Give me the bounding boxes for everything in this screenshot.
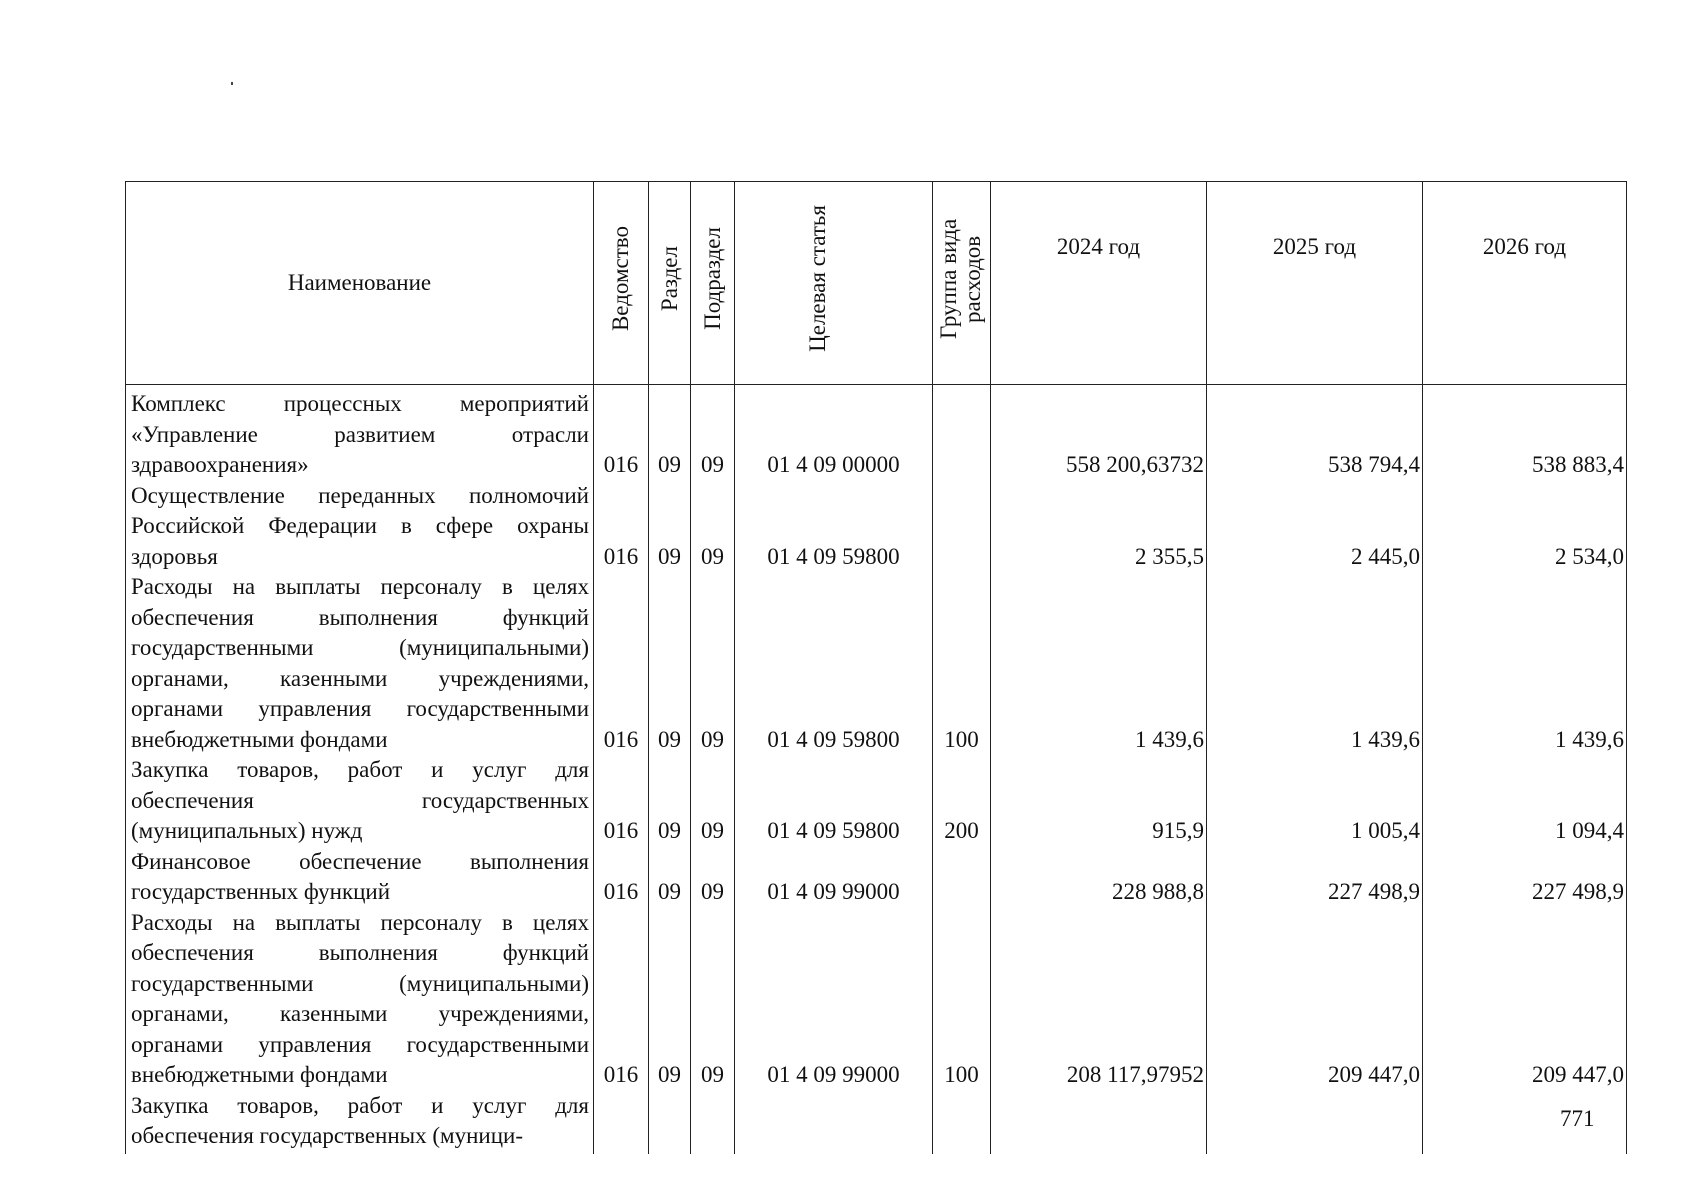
table-row (126, 755, 1627, 847)
row-vedomstvo: 016 (594, 755, 649, 847)
row-name: Комплекс процессных мероприятий «Управление развитием отрасли здравоохранения» (126, 385, 594, 481)
row-razdel: 09 (649, 572, 691, 755)
scan-speck (231, 82, 233, 85)
header-razdel: Раздел (649, 182, 691, 385)
row-tselevaya-statya: 01 4 09 00000 (735, 385, 933, 481)
row-razdel: 09 (649, 385, 691, 481)
row-2025: 1 005,4 (1207, 755, 1423, 847)
row-tselevaya-statya: 01 4 09 59800 (735, 481, 933, 573)
row-name: Закупка товаров, работ и услуг для обеспечения государственных (муници- (126, 1091, 594, 1154)
row-gruppa: 200 (933, 755, 991, 847)
row-2026 (1423, 1091, 1627, 1154)
row-vedomstvo (594, 1091, 649, 1154)
row-razdel: 09 (649, 755, 691, 847)
header-podrazdel: Подраздел (691, 182, 735, 385)
row-name: Финансовое обеспечение выполнения государственных функций (126, 847, 594, 908)
row-gruppa (933, 847, 991, 908)
row-name: Расходы на выплаты персоналу в целях обеспечения выполнения функций государственными (муниципальными) органами, казенными учреждениями, органами управления государственными внебюджетными фондами (126, 572, 594, 755)
table-row (126, 385, 1627, 481)
row-razdel: 09 (649, 481, 691, 573)
row-name: Осуществление переданных полномочий Российской Федерации в сфере охраны здоровья (126, 481, 594, 573)
row-2024: 915,9 (991, 755, 1207, 847)
row-2025: 227 498,9 (1207, 847, 1423, 908)
row-podrazdel: 09 (691, 755, 735, 847)
row-podrazdel: 09 (691, 572, 735, 755)
row-vedomstvo: 016 (594, 572, 649, 755)
row-2026: 2 534,0 (1423, 481, 1627, 573)
budget-table (125, 181, 1627, 1154)
row-name: Закупка товаров, работ и услуг для обеспечения государственных (муниципальных) нужд (126, 755, 594, 847)
row-2024 (991, 1091, 1207, 1154)
row-2026: 1 439,6 (1423, 572, 1627, 755)
page-number: 771 (1560, 1106, 1595, 1131)
row-name: Расходы на выплаты персоналу в целях обеспечения выполнения функций государственными (муниципальными) органами, казенными учреждениями, органами управления государственными внебюджетными фондами (126, 908, 594, 1091)
row-2024: 1 439,6 (991, 572, 1207, 755)
row-2024: 2 355,5 (991, 481, 1207, 573)
row-vedomstvo: 016 (594, 385, 649, 481)
header-2025: 2025 год (1207, 182, 1423, 385)
header-vedomstvo: Ведомство (594, 182, 649, 385)
header-gruppa-vida-raskhodov: Группа вида расходов (933, 182, 991, 385)
row-2026: 1 094,4 (1423, 755, 1627, 847)
row-gruppa: 100 (933, 572, 991, 755)
row-2025 (1207, 1091, 1423, 1154)
table-row (126, 1091, 1627, 1154)
header-name: Наименование (126, 182, 594, 385)
table-row (126, 847, 1627, 908)
row-2025: 2 445,0 (1207, 481, 1423, 573)
row-razdel: 09 (649, 908, 691, 1091)
header-2026: 2026 год (1423, 182, 1627, 385)
row-2026: 227 498,9 (1423, 847, 1627, 908)
row-tselevaya-statya: 01 4 09 99000 (735, 847, 933, 908)
row-2026: 209 447,0 (1423, 908, 1627, 1091)
table-row (126, 481, 1627, 573)
row-2025: 1 439,6 (1207, 572, 1423, 755)
row-gruppa: 100 (933, 908, 991, 1091)
row-2024: 558 200,63732 (991, 385, 1207, 481)
row-2024: 208 117,97952 (991, 908, 1207, 1091)
row-podrazdel: 09 (691, 481, 735, 573)
row-tselevaya-statya: 01 4 09 99000 (735, 908, 933, 1091)
row-tselevaya-statya (735, 1091, 933, 1154)
row-2024: 228 988,8 (991, 847, 1207, 908)
row-razdel: 09 (649, 847, 691, 908)
row-gruppa (933, 1091, 991, 1154)
row-tselevaya-statya: 01 4 09 59800 (735, 755, 933, 847)
header-row (126, 182, 1627, 385)
row-vedomstvo: 016 (594, 908, 649, 1091)
row-podrazdel: 09 (691, 847, 735, 908)
row-podrazdel: 09 (691, 908, 735, 1091)
row-podrazdel: 09 (691, 385, 735, 481)
row-2026: 538 883,4 (1423, 385, 1627, 481)
row-tselevaya-statya: 01 4 09 59800 (735, 572, 933, 755)
row-gruppa (933, 481, 991, 573)
table-row (126, 908, 1627, 1091)
row-2025: 209 447,0 (1207, 908, 1423, 1091)
row-vedomstvo: 016 (594, 847, 649, 908)
row-vedomstvo: 016 (594, 481, 649, 573)
row-gruppa (933, 385, 991, 481)
row-2025: 538 794,4 (1207, 385, 1423, 481)
row-razdel (649, 1091, 691, 1154)
header-tselevaya-statya: Целевая статья (735, 182, 933, 385)
table-row (126, 572, 1627, 755)
row-podrazdel (691, 1091, 735, 1154)
header-2024: 2024 год (991, 182, 1207, 385)
